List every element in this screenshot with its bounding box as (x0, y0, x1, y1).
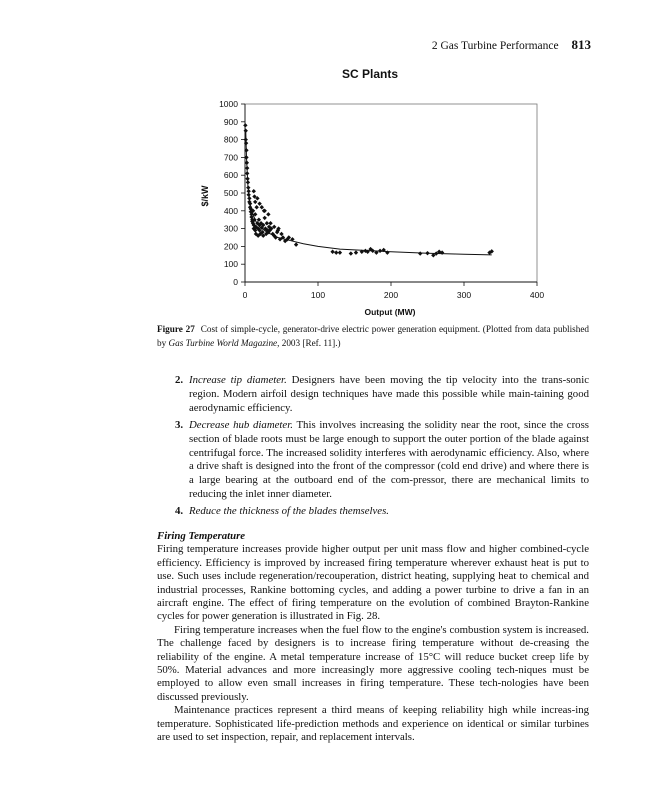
data-point (349, 251, 353, 255)
y-tick-label: 0 (233, 277, 238, 287)
data-point (254, 205, 258, 209)
data-point (330, 250, 334, 254)
list-item (175, 374, 589, 416)
data-point (354, 250, 358, 254)
figure-label: Figure 27 (157, 324, 195, 334)
y-tick-label: 100 (223, 259, 238, 270)
y-tick-label: 900 (223, 116, 238, 127)
data-point (243, 123, 247, 127)
data-point (257, 201, 261, 205)
data-point (263, 216, 267, 220)
paragraph: Maintenance practices represent a third means of keeping reliability high while increas-ing temperature. Sophisticated life-prediction methods and experience on identical or similar turbines are used to set inspection, repair, and replacement intervals. (157, 704, 589, 744)
x-axis-label: Output (MW) (364, 307, 416, 317)
numbered-list (175, 374, 589, 522)
x-tick-label: 0 (242, 290, 248, 300)
caption-tail: , 2003 [Ref. 11].) (277, 338, 341, 348)
data-point (252, 189, 256, 193)
y-tick-label: 700 (223, 152, 238, 163)
list-number: 2. (175, 374, 184, 386)
y-tick-label: 800 (223, 134, 238, 145)
x-tick-label: 200 (383, 290, 399, 300)
list-item-text: Designers have been moving the tip velocity into the trans-sonic region. Modern airfoil design techniques have made this possible while main-taining good aerodynamic efficiency. (189, 374, 589, 414)
list-item-lead: Increase tip diameter. (189, 374, 287, 386)
data-point (294, 242, 298, 246)
y-tick-label: 1000 (219, 99, 238, 109)
x-tick-label: 300 (456, 290, 472, 300)
x-tick-label: 400 (529, 290, 545, 300)
caption-source: Gas Turbine World Magazine (168, 338, 278, 348)
list-item-lead: Reduce the thickness of the blades themselves. (189, 505, 389, 518)
page-number: 813 (571, 37, 591, 52)
data-point (418, 251, 422, 255)
list-number: 3. (175, 418, 184, 431)
data-point (263, 209, 267, 213)
y-tick-label: 600 (223, 170, 238, 181)
data-point (338, 250, 342, 254)
y-tick-label: 500 (223, 188, 238, 198)
paragraph: Firing temperature increases when the fuel flow to the engine's combustion system is increased. The challenge faced by designers is to increase firing temperature without de-creasing the reliability of the engine. A metal temperature increase of 15°C will reduce bucket creep life by 50%. Material advances and more increasingly more aggressive cooling tech-niques must be employed to allow even small increases in firing temperature. These tech-nologies have been discussed previously. (157, 623, 589, 703)
plot-area (245, 104, 537, 282)
y-tick-label: 400 (223, 205, 238, 216)
paragraph: Firing temperature increases provide higher output per unit mass flow and higher combined-cycle efficiency. Efficiency is improved by increased firing temperature wherever exhaust heat is put to use. Such uses include regeneration/recouperation, district heating, supplying heat to chemical and industrial processes, Rankine bottoming cycles, and adding a power turbine to drive a fan in an aircraft engine. The effect of firing temperature on the evolution of combined Brayton-Rankine cycles for power generation is illustrated in Fig. 28. (157, 543, 589, 623)
list-item (175, 419, 589, 502)
scatter-chart (0, 0, 647, 345)
list-number: 4. (175, 505, 184, 518)
figure-caption (157, 322, 589, 350)
data-point (266, 212, 270, 216)
list-item-lead: Decrease hub diameter. (189, 418, 293, 431)
y-tick-label: 300 (223, 223, 238, 234)
y-tick-label: 200 (223, 241, 238, 252)
list-item (175, 505, 589, 519)
list-item-text: This involves increasing the solidity near the root, since the cross section of blade roots must be large enough to support the outer portion of the blade against centrifugal force. The increased solidity interferes with aerodynamic efficiency. Also, where a drive shaft is designed into the front of the compressor (cold end drive) and where there is a large bearing at the outboard end of the com-pressor, there are mechanical limits to reducing the inlet inner diameter. (189, 418, 589, 501)
firing-temperature-section (157, 530, 589, 745)
chart-title: SC Plants (341, 67, 399, 81)
x-tick-label: 100 (310, 290, 326, 300)
data-point (253, 200, 257, 204)
section-heading: Firing Temperature (157, 530, 246, 542)
chapter-title: 2 Gas Turbine Performance (431, 40, 559, 52)
data-point (260, 205, 264, 209)
y-axis-label: $/kW (200, 185, 210, 207)
caption-text: Cost of simple-cycle, generator-drive electric power generation equipment. (Plotted from data published by (157, 324, 590, 348)
